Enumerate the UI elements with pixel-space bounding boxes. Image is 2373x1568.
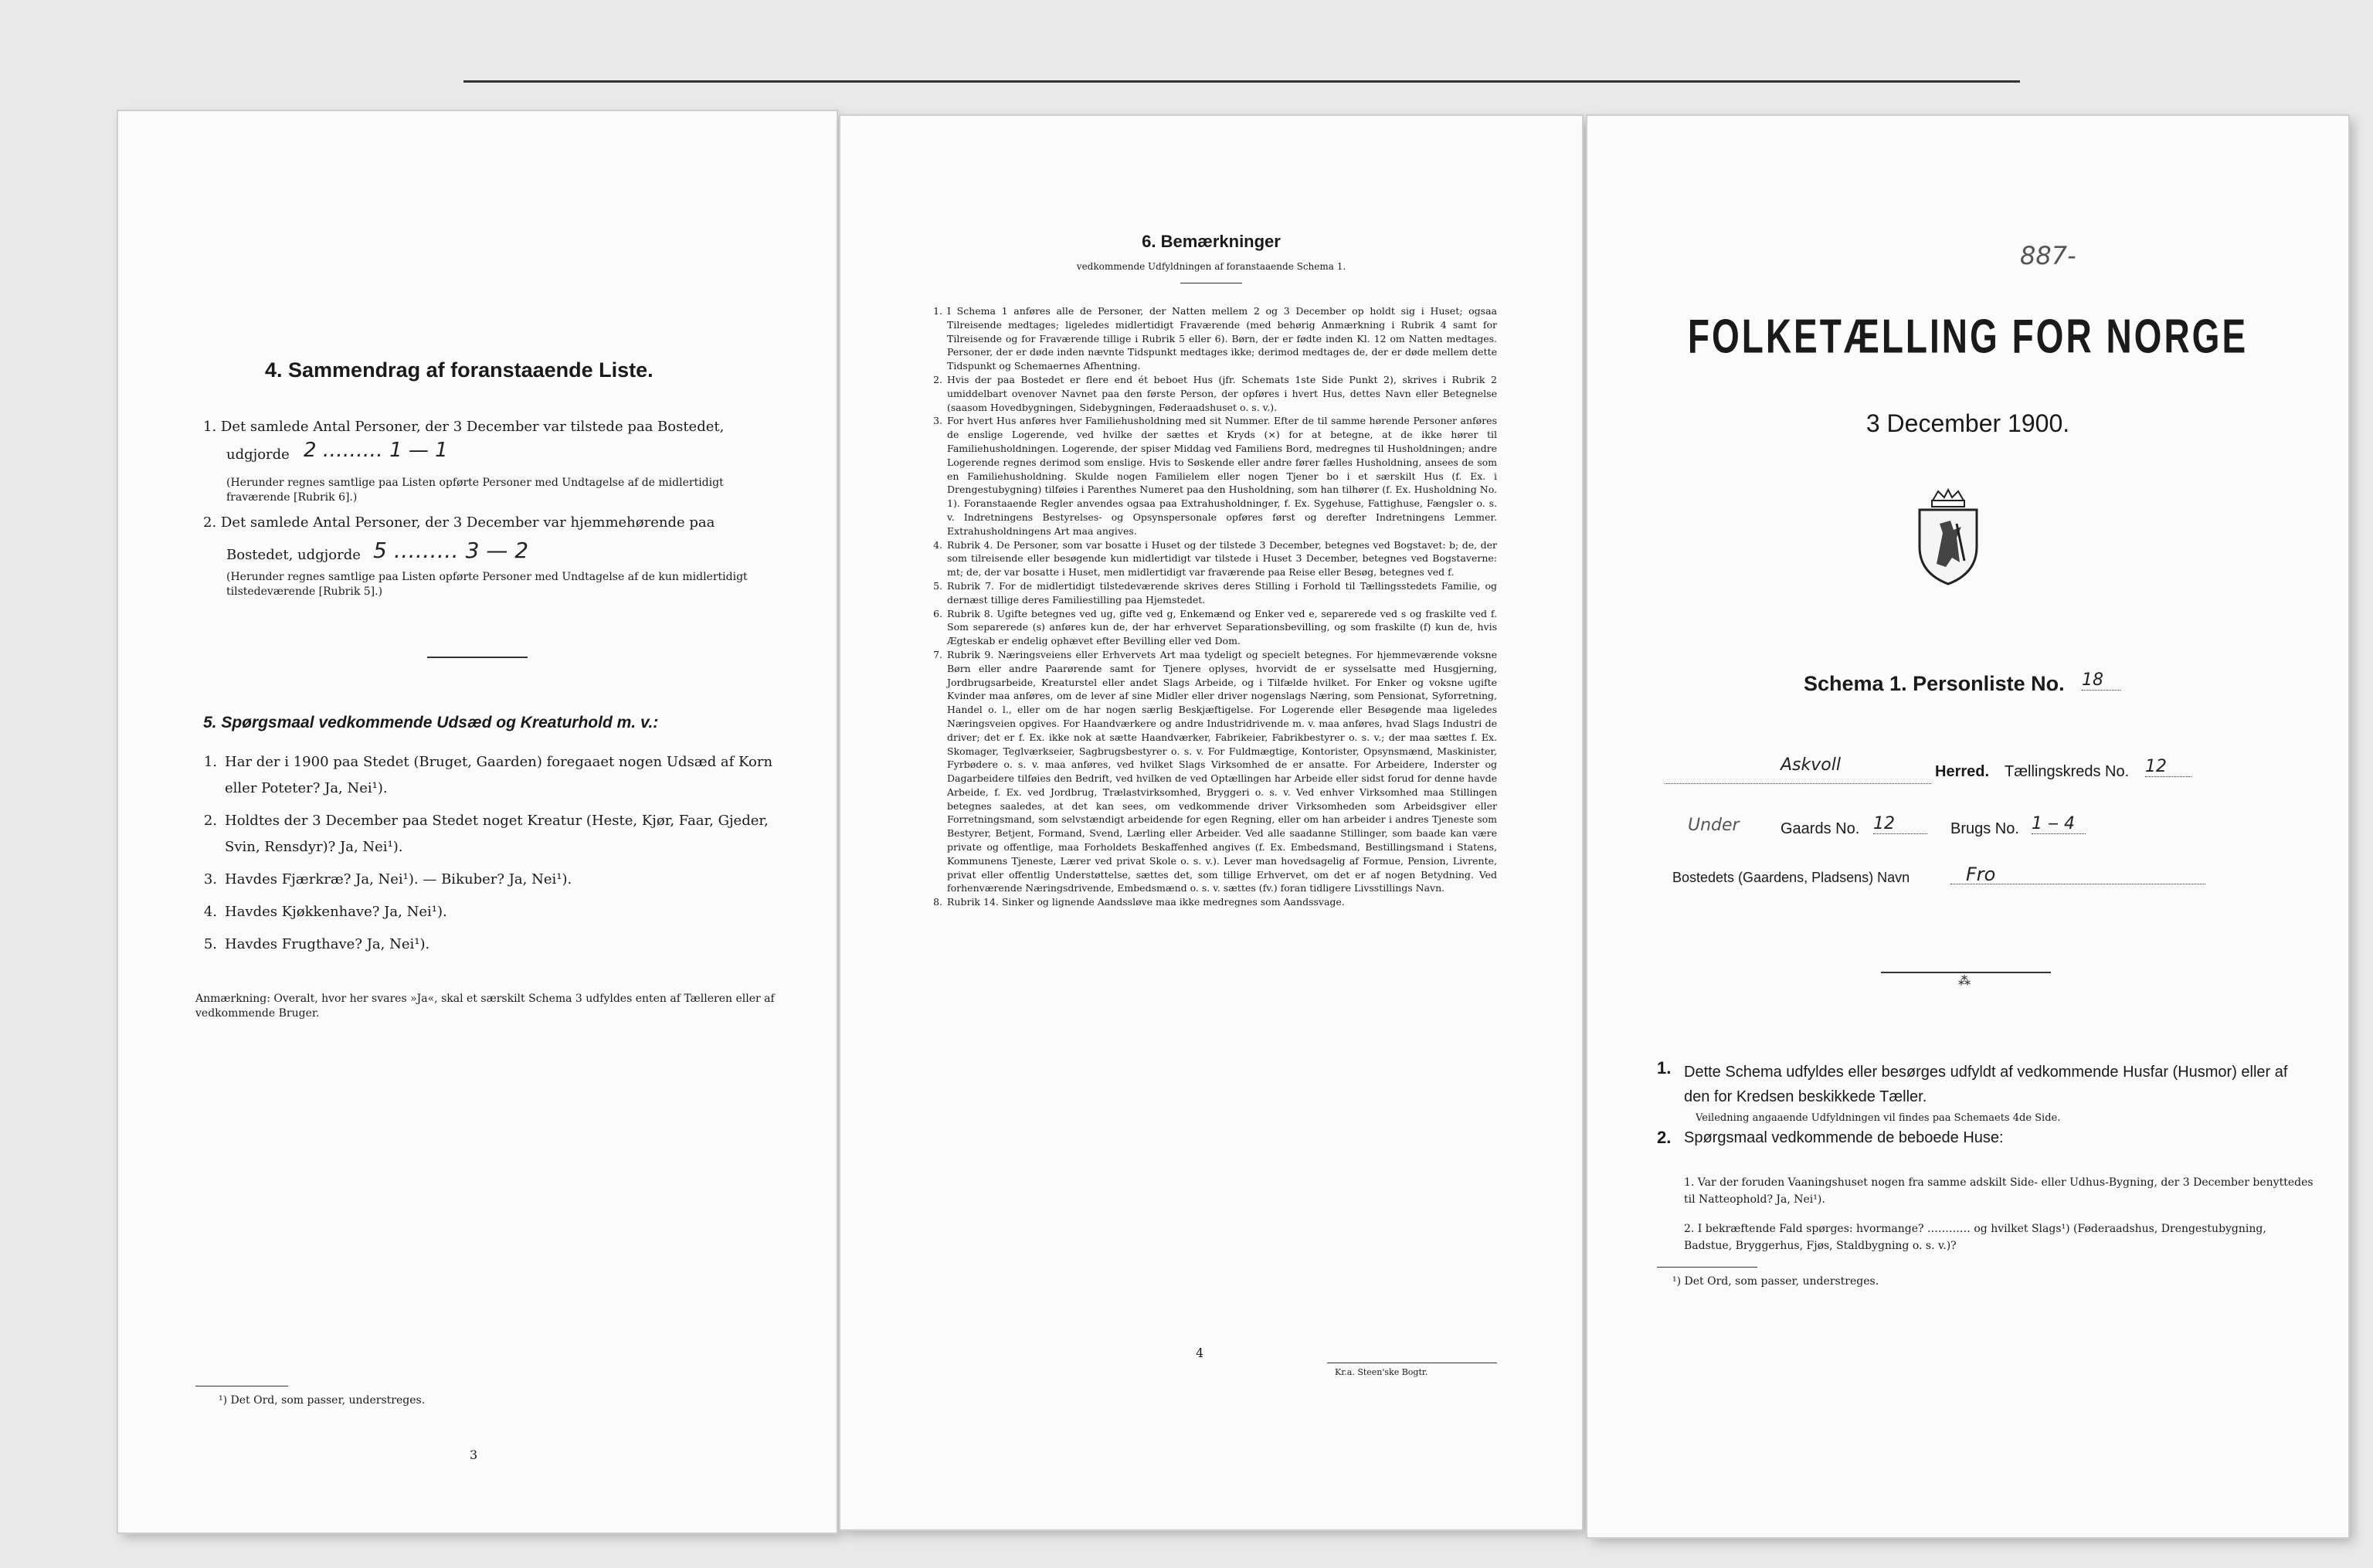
question-row: 1. Har der i 1900 paa Stedet (Bruget, Gaarden) foregaaet nogen Udsæd af Korn eller Poteter? Ja, Nei¹). [203,754,773,796]
q2-line: 2. Det samlede Antal Personer, der 3 December var hjemmehørende paa [203,514,715,531]
question-row: 3. Havdes Fjærkræ? Ja, Nei¹). — Bikuber? Ja, Nei¹). [203,871,572,888]
remark-item: 5. Rubrik 7. For de midlertidigt tilstedeværende skrives deres Stilling i Forhold til Tællingsstedets Familie, og dernæst tillige deres Familiestilling paa Hjemstedet. [933,579,1497,606]
archive-number-handwritten: 887- [2020,241,2076,270]
herred-value: Askvoll [1781,755,1841,775]
remark-item: 1. I Schema 1 anføres alle de Personer, der Natten mellem 2 og 3 December op holdt sig i Huset; ogsaa Tilreisende medtages; ligeledes midlertidigt Fraværende (med behørig Anmærkning i Rubrik 4 samt for Tilreisende og for Fraværende tillige i Rubrik 5 eller 6). Børn, der er fødte inden Kl. 12 om Natten medtages. Personer, der er døde inden nævnte Tidspunkt medtages ikke; derimod medtages de, der er døde mellem dette Tidspunkt og Schemaernes Afhentning. [933,305,1497,372]
remark-item: 3. For hvert Hus anføres hver Familiehusholdning med sit Nummer. Efter de til samme hørende Personer anføres de enslige Logerende, ved hvilke der sættes et Kryds (×) for at betegne, at de ikke hører til Familiehusholdningen. Logerende, der spiser Middag ved Familiens Bord, medregnes til Husholdningen; andre Logerende regnes derimod som enslige. Hvis to Søskende eller andre fører fælles Husholdning, ansees de som en Familiehusholdning. Skulde nogen Familielem eller nogen Tjener bo i et særskilt Hus (f. Ex. i Drengestubygning) tilføies i Parenthes Numeret paa den Husholdning, som han tilhører (f. Ex. Husholdning No. 1). Foranstaaende Regler anvendes ogsaa paa Extrahusholdninger, f. Ex. Sygehuse, Fattighuse, Fængsler o. s. v. Indretningens Bestyrelses- og Opsynspersonale opføres først og derefter Indretningens Lemmer. Extrahusholdningens Art maa angives. [933,415,1497,537]
kreds-label: Tællingskreds No. [2005,763,2130,780]
item-2-number: 2. [1657,1128,1672,1147]
remarks-subtitle: vedkommende Udfyldningen af foranstaaende Schema 1. [1076,261,1346,272]
item-1-text: Dette Schema udfyldes eller besørges udfyldt af vedkommende Husfar (Husmor) eller af den for Kredsen beskikkede Tæller. [1684,1064,2288,1105]
remarks-list [925,304,1497,909]
census-date: 3 December 1900. [1865,409,2070,437]
sub-question-2: 2. I bekræftende Fald spørges: hvormange? ………… og hvilket Slags¹) (Føderaadshus, Drengestubygning, Badstue, Bryggerhus, Fjøs, Staldbygning o. s. v.)? [1684,1223,2266,1252]
gaard-prefix: Under [1688,816,1740,835]
norway-coat-of-arms-icon [1906,487,1991,587]
footnote-rule [1657,1267,1757,1268]
q1-note: (Herunder regnes samtlige paa Listen opførte Personer med Undtagelse af de midlertidigt fraværende [Rubrik 6].) [226,477,724,504]
section-5-title: 5. Spørgsmaal vedkommende Udsæd og Kreaturhold m. v.: [203,714,659,731]
q1-handwritten: 2 ……… 1 — 1 [304,439,448,462]
scanner-top-rule [463,80,2020,83]
ornament-icon: ⁂ [1958,973,1971,988]
q2-note: (Herunder regnes samtlige paa Listen opførte Personer med Undtagelse af de kun midlertidigt tilstedeværende [Rubrik 5].) [226,571,748,598]
section-4-title: 4. Sammendrag af foranstaaende Liste. [265,358,654,382]
printer-imprint: Kr.a. Steen'ske Bogtr. [1335,1367,1428,1377]
annotation: Anmærkning: Overalt, hvor her svares »Ja«, skal et særskilt Schema 3 udfyldes enten af Tælleren eller af vedkommende Bruger. [195,993,775,1020]
page-number: 3 [470,1448,478,1462]
item-1-note: Veiledning angaaende Udfyldningen vil findes paa Schemaets 4de Side. [1696,1112,2061,1124]
gaard-value: 12 [1873,814,1927,834]
footnote: ¹) Det Ord, som passer, understreges. [219,1394,426,1407]
question-row: 4. Havdes Kjøkkenhave? Ja, Nei¹). [203,904,447,920]
personliste-number: 18 [2082,670,2120,691]
page-3 [118,111,837,1532]
question-row: 5. Havdes Frugthave? Ja, Nei¹). [203,936,430,952]
remark-item: 2. Hvis der paa Bostedet er flere end ét beboet Hus (jfr. Schemats 1ste Side Punkt 2), skrives i Rubrik 2 umiddelbart ovenover Navnet paa den første Person, der opføres i hvert Hus, dettes Navn eller Betegnelse (saasom Hovedbygningen, Sidebygningen, Føderaadshuset o. s. v.). [933,373,1497,413]
q2-handwritten: 5 ……… 3 — 2 [373,538,529,563]
remark-item: 4. Rubrik 4. De Personer, som var bosatte i Huset og der tilstede 3 December, betegnes ved Bogstavet: b; de, der som tilreisende eller besøgende kun midlertidigt var tilstede i Huset 3 December, betegnes ved Bogstaverne: mt; de, der var bosatte i Huset, men midlertidigt var fraværende paa Reise eller Besøg, betegnes ved f. [933,538,1497,579]
footnote: ¹) Det Ord, som passer, understreges. [1672,1275,1879,1288]
herred-label: Herred. [1935,763,1990,780]
remark-item: 7. Rubrik 9. Næringsveiens eller Erhvervets Art maa tydeligt og specielt betegnes. For hjemmeværende voksne Børn eller andre Paarørende samt for Tjenere oplyses, hvorvidt de er sysselsatte med Husgjerning, Jordbrugsarbeide, Kreaturstel eller andet Slags Arbeide, og i Tilfælde hvilket. For Enker og voksne ugifte Kvinder maa anføres, om de lever af sine Midler eller driver nogenslags Næring, som Pensionat, Syforretning, Handel o. l., eller om de har nogen særlig Beskjæftigelse. For Logerende eller Besøgende maa ligeledes Næringsveien opgives. For Haandværkere og andre Industridrivende m. v. maa anføres, hvad Slags Industri de driver; det er f. Ex. ikke nok at sætte Haandværker, Fabrikeier, Fabrikbestyrer o. s. v.; der maa sættes f. Ex. Skomager, Teglværkseier, Sagbrugsbestyrer o. s. v. For Fuldmægtige, Kontorister, Opsynsmænd, Maskinister, Fyrbødere o. s. v. maa anføres, ved hvilket Slags Virksomhed de er ansatte. For Arbeidere, Inderster og Dagarbeidere tilføies den Bedrift, ved hvilken de ved Optællingen har Arbeide eller sidst forud for denne havde Arbeide, f. Ex. ved Jordbrug, Trælastvirksomhed, Bryggeri o. s. v. Ved enhver Virksomhed maa Stillingen betegnes saaledes, at det kan sees, om vedkommende driver Virksomheden som Arbeidsgiver eller Forretningsmand, som selvstændigt arbeidende for egen Regning, eller om han arbeider i andres Tjeneste som Bestyrer, Betjent, Formand, Svend, Lærling eller Arbeider. Ved alle saadanne Stillinger, som baade kan være private og offentlige, maa Forholdets Beskaffenhed angives (f. Ex. Embedsmand, Bestillingsmand i Statens, Kommunens Tjeneste, Lærer ved privat Skole o. s. v.). Lever man hovedsagelig af Formue, Pension, Livrente, privat eller offentlig Understøttelse, sættes det, som tillige Erhvervet, om det er af nogen Betydning. Ved forhenværende Næringsdrivende, Embedsmænd o. s. v. sættes (fv.) foran tidligere Livsstillings Navn. [933,648,1497,894]
gaard-label: Gaards No. [1781,820,1860,837]
bosted-label: Bostedets (Gaardens, Pladsens) Navn [1672,870,1910,885]
brugs-value: 1 ‒ 4 [2032,814,2086,834]
document-title: FOLKETÆLLING FOR NORGE [1687,308,2249,364]
remark-item: 8. Rubrik 14. Sinker og lignende Aandssløve maa ikke medregnes som Aandssvage. [933,896,1345,908]
q1-line: 1. Det samlede Antal Personer, der 3 December var tilstede paa Bostedet, [203,419,725,435]
remark-item: 6. Rubrik 8. Ugifte betegnes ved ug, gifte ved g, Enkemænd og Enker ved e, separerede ved s og fraskilte ved f. Som separerede (s) anføres kun de, der har erhvervet Separationsbevilling, og som fraskilte (f) kun de, hvis Ægteskab er endelig ophævet efter Bevilling eller ved Dom. [933,607,1497,647]
q2-prefix: Bostedet, udgjorde [226,547,361,563]
item-1-number: 1. [1657,1058,1672,1078]
page-1 [1587,116,2348,1537]
schema-label: Schema 1. Personliste No. [1804,672,2065,695]
question-row: 2. Holdtes der 3 December paa Stedet noget Kreatur (Heste, Kjør, Faar, Gjeder, Svin, Rensdyr)? Ja, Nei¹). [203,813,769,855]
item-2-text: Spørgsmaal vedkommende de beboede Huse: [1684,1129,2004,1146]
divider [427,657,528,658]
page-4 [840,116,1582,1529]
kreds-value: 12 [2145,757,2191,777]
bosted-value: Fro [1966,864,1996,885]
page-number: 4 [1196,1346,1204,1360]
sub-question-1: 1. Var der foruden Vaaningshuset nogen fra samme adskilt Side- eller Udhus-Bygning, der 3 December benyttedes til Natteophold? Ja, Nei¹). [1684,1176,2314,1206]
brugs-label: Brugs No. [1950,820,2019,837]
q1-prefix: udgjorde [226,446,290,463]
remarks-title: 6. Bemærkninger [1142,232,1281,251]
section-5-questions [195,749,783,958]
